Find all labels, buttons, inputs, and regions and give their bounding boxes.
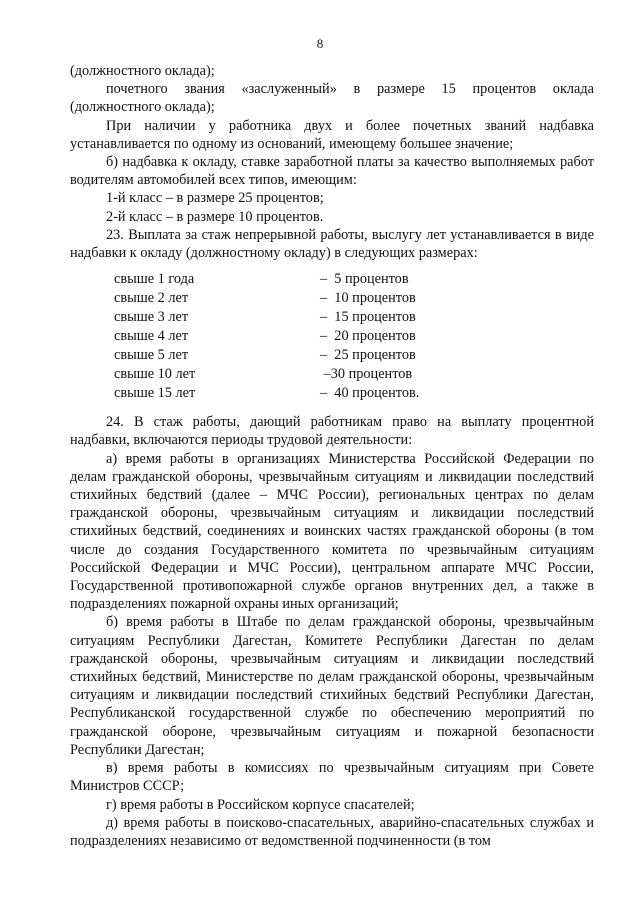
period-label: свыше 2 лет	[114, 290, 189, 307]
paragraph: в) время работы в комиссиях по чрезвычайным ситуациям при Совете Министров СССР;	[70, 760, 594, 795]
percent-value: – 15 процентов	[320, 309, 416, 326]
period-label: свыше 5 лет	[114, 347, 189, 364]
paragraph: 2-й класс – в размере 10 процентов.	[106, 208, 324, 225]
percent-value: – 20 процентов	[320, 328, 416, 345]
table-row	[70, 346, 594, 365]
table-row	[70, 384, 594, 403]
page-number: 8	[316, 36, 324, 51]
paragraph: а) время работы в организациях Министерства Российской Федерации по делам гражданской обороны, чрезвычайным ситуациям и ликвидации последствий стихийных бедствий (далее – МЧС России), региональных центрах по делам гражданской обороны, чрезвычайным ситуациям и ликвидации последствий стихийных бедствий, соединениях и воинских частях гражданской обороны (в том числе до создания Государственного комитета по чрезвычайным ситуациям Российской Федерации и МЧС России), центральном аппарате МЧС России, Государственной противопожарной службе органов внутренних дел, а также в подразделениях пожарной охраны иных организаций;	[70, 450, 594, 613]
paragraph: (должностного оклада);	[70, 63, 215, 79]
paragraph: 1-й класс – в размере 25 процентов;	[106, 190, 324, 207]
table-row	[70, 327, 594, 346]
seniority-table	[70, 270, 594, 403]
table-row	[70, 308, 594, 327]
period-label: свыше 10 лет	[114, 366, 196, 383]
paragraph: 23. Выплата за стаж непрерывной работы, выслугу лет устанавливается в виде надбавки к окладу (должностному окладу) в следующих размерах:	[70, 226, 594, 262]
paragraph: почетного звания «заслуженный» в размере 15 процентов оклада (должностного оклада);	[70, 81, 594, 116]
percent-value: –30 процентов	[320, 366, 413, 383]
percent-value: – 40 процентов.	[320, 385, 420, 402]
table-row	[70, 270, 594, 289]
paragraph: б) время работы в Штабе по делам гражданской обороны, чрезвычайным ситуациям Республики Дагестан, Комитете Республики Дагестан по делам гражданской обороны, чрезвычайным ситуациям и ликвидации последствий стихийных бедствий, Министерстве по делам гражданской обороны, чрезвычайным ситуациям и ликвидации последствий стихийных бедствий Республики Дагестан, Республиканской государственной службе по обеспечению мероприятий по гражданской обороне, чрезвычайным ситуациям и пожарной безопасности Республики Дагестан;	[70, 614, 594, 758]
period-label: свыше 4 лет	[114, 328, 189, 345]
table-row	[70, 289, 594, 308]
paragraph: При наличии у работника двух и более почетных званий надбавка устанавливается по одному из оснований, имеющему большее значение;	[70, 117, 594, 152]
document-body	[70, 62, 594, 850]
paragraph: б) надбавка к окладу, ставке заработной платы за качество выполняемых работ водителям автомобилей всех типов, имеющим:	[70, 154, 594, 189]
paragraph: г) время работы в Российском корпусе спасателей;	[106, 796, 415, 813]
period-label: свыше 1 года	[114, 271, 195, 288]
table-row	[70, 365, 594, 384]
paragraph: д) время работы в поисково-спасательных, аварийно-спасательных службах и подразделениях независимо от ведомственной подчиненности (в том	[70, 814, 594, 849]
percent-value: – 25 процентов	[320, 347, 416, 364]
percent-value: – 10 процентов	[320, 290, 416, 307]
paragraph: 24. В стаж работы, дающий работникам право на выплату процентной надбавки, включаются периоды трудовой деятельности:	[70, 414, 594, 449]
period-label: свыше 15 лет	[114, 385, 196, 402]
period-label: свыше 3 лет	[114, 309, 189, 326]
percent-value: – 5 процентов	[320, 271, 409, 288]
